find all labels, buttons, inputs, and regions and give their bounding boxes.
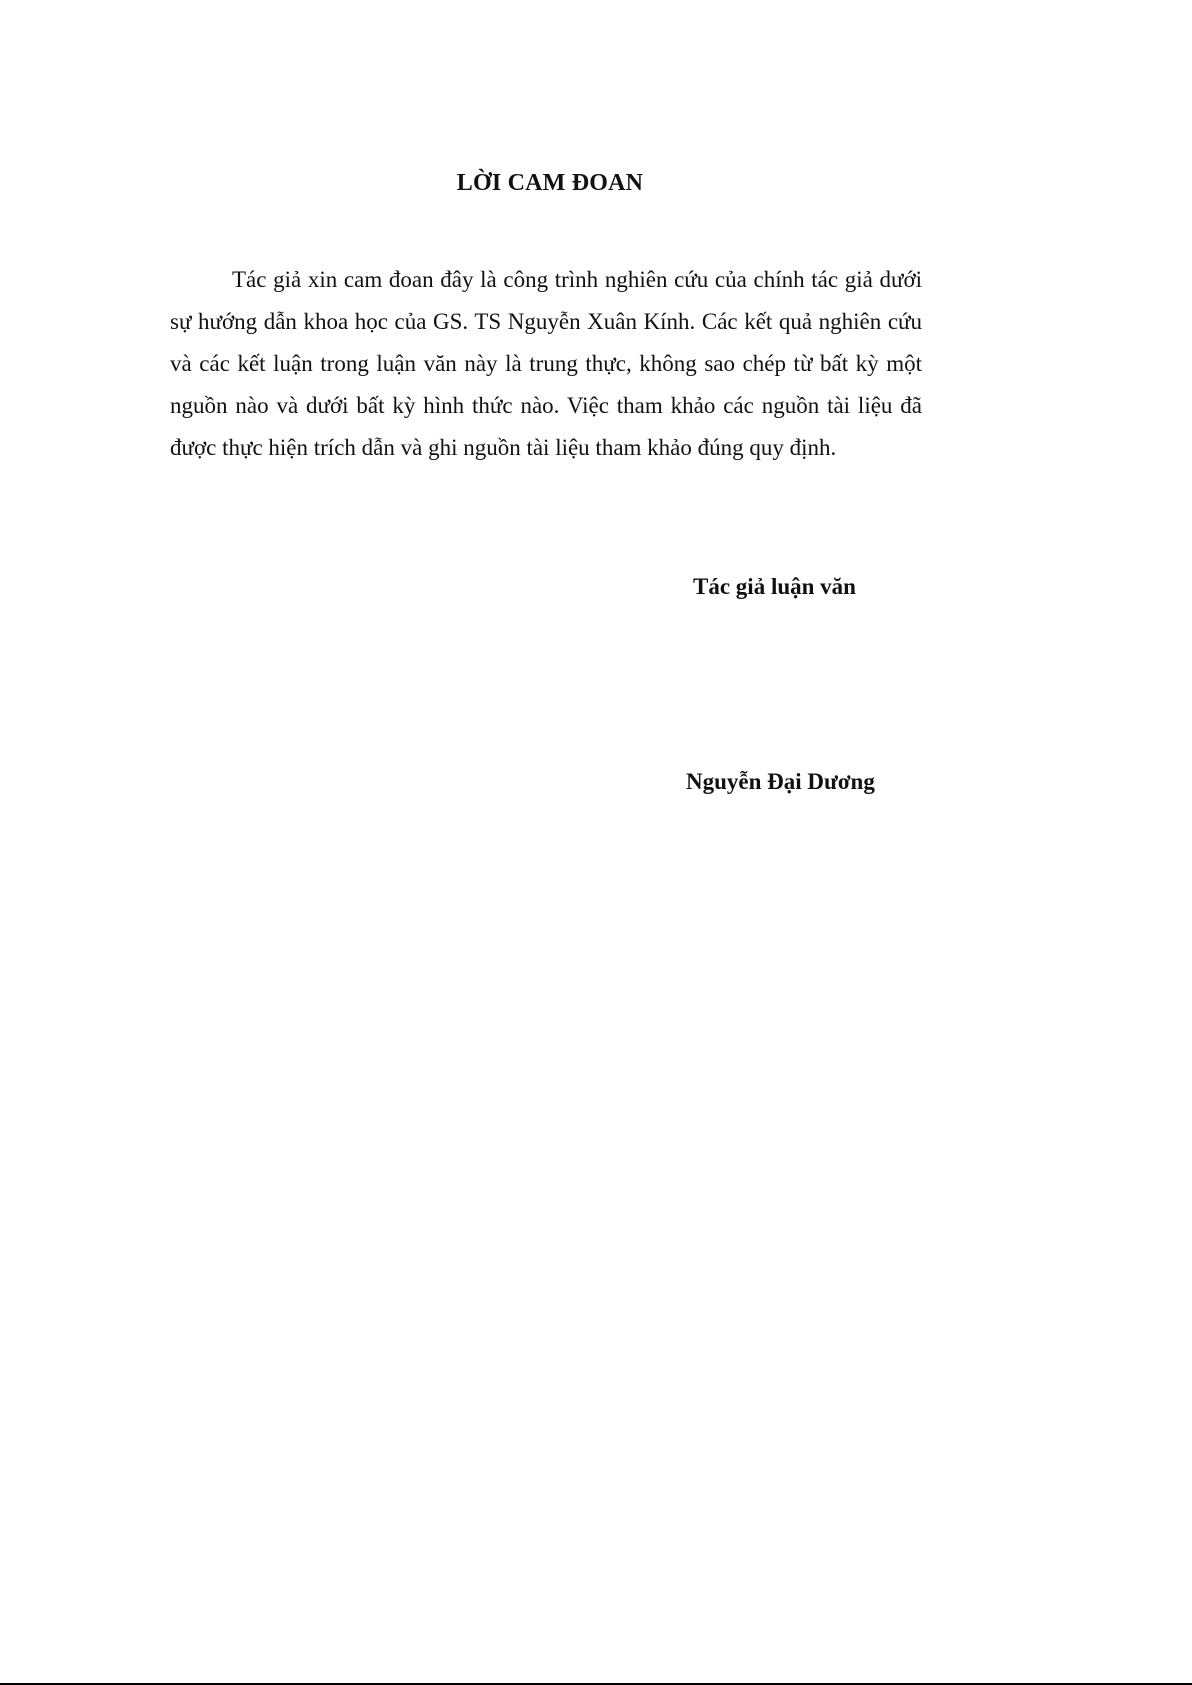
declaration-paragraph: Tác giả xin cam đoan đây là công trình nghiên cứu của chính tác giả dưới sự hướng dẫn khoa học của GS. TS Nguyễn Xuân Kính. Các kết quả nghiên cứu và các kết luận trong luận văn này là trung thực, không sao chép từ bất kỳ một nguồn nào và dưới bất kỳ hình thức nào. Việc tham khảo các nguồn tài liệu đã được thực hiện trích dẫn và ghi nguồn tài liệu tham khảo đúng quy định.	[170, 267, 922, 460]
signature-name: Nguyễn Đại Dương	[686, 769, 875, 794]
signature-role: Tác giả luận văn	[693, 574, 856, 599]
page-title: LỜI CAM ĐOAN	[456, 170, 644, 196]
